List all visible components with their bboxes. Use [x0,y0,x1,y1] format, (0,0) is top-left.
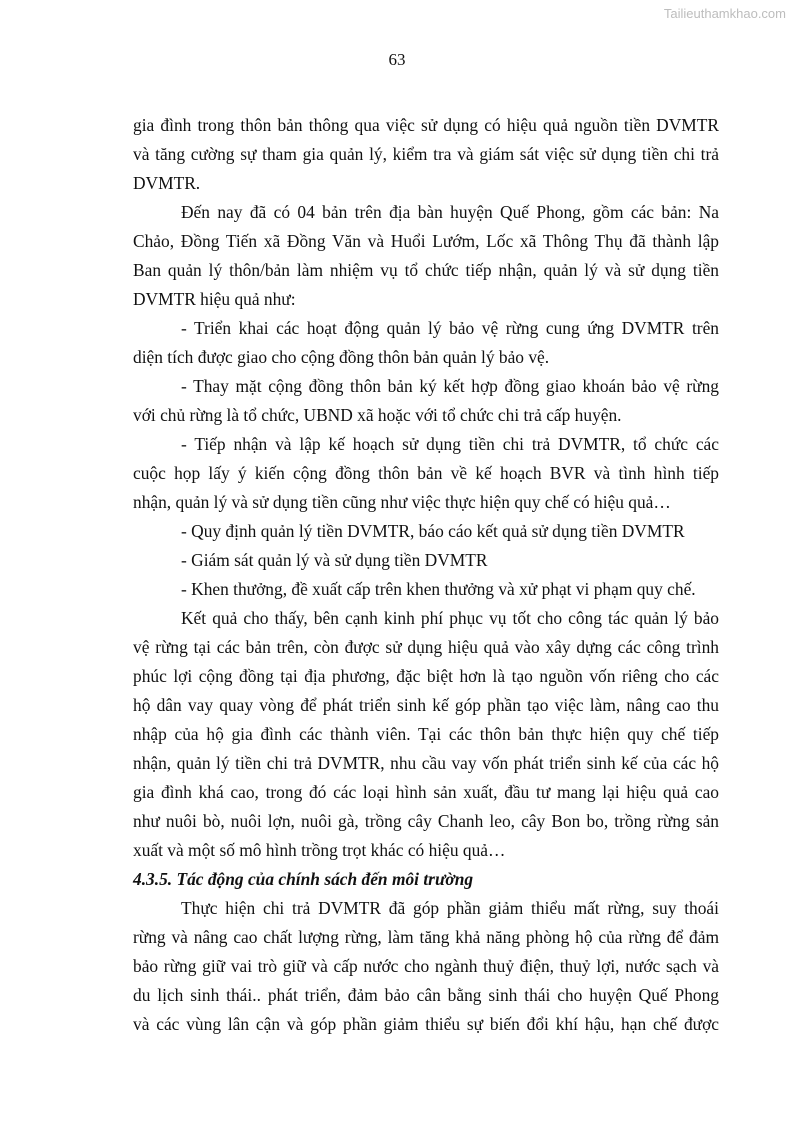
text-line: như nuôi bò, nuôi lợn, nuôi gà, trồng cây Chanh leo, cây Bon bo, trồng rừng sản [133,811,719,831]
text-line: nhận, quản lý tiền chi trả DVMTR, nhu cầu vay vốn phát triển sinh kế của các hộ [133,753,719,773]
text-line: với chủ rừng là tổ chức, UBND xã hoặc với tổ chức chi trả cấp huyện. [133,405,622,425]
text-line: - Tiếp nhận và lập kế hoạch sử dụng tiền chi trả DVMTR, tổ chức các [181,434,719,454]
text-line: Đến nay đã có 04 bản trên địa bàn huyện Quế Phong, gồm các bản: Na [181,202,719,222]
text-line: cuộc họp lấy ý kiến cộng đồng thôn bản về kế hoạch BVR và tình hình tiếp [133,463,719,483]
text-line: nhận, quản lý và sử dụng tiền cũng như việc thực hiện quy chế có hiệu quả… [133,492,671,512]
text-line: DVMTR. [133,173,201,193]
text-line: Thực hiện chi trả DVMTR đã góp phần giảm thiểu mất rừng, suy thoái [181,898,719,918]
text-line: DVMTR hiệu quả như: [133,289,296,309]
text-line: diện tích được giao cho cộng đồng thôn bản quản lý bảo vệ. [133,347,550,367]
text-line: - Quy định quản lý tiền DVMTR, báo cáo kết quả sử dụng tiền DVMTR [181,521,685,541]
text-line: Ban quản lý thôn/bản làm nhiệm vụ tổ chức tiếp nhận, quản lý và sử dụng tiền [133,260,719,280]
watermark-text: Tailieuthamkhao.com [663,6,786,21]
text-line: bảo rừng giữ vai trò giữ và cấp nước cho ngành thuỷ điện, thuỷ lợi, nước sạch và [133,956,719,976]
text-line: xuất và một số mô hình trồng trọt khác có hiệu quả… [133,840,506,860]
text-line: rừng và nâng cao chất lượng rừng, làm tăng khả năng phòng hộ của rừng để đảm [133,927,719,947]
text-line: nhập của hộ gia đình các thành viên. Tại các thôn bản thực hiện quy chế tiếp [133,724,719,744]
text-line: gia đình trong thôn bản thông qua việc sử dụng có hiệu quả nguồn tiền DVMTR [133,115,719,135]
text-line: và các vùng lân cận và góp phần giảm thiểu sự biến đổi khí hậu, hạn chế được [133,1014,719,1034]
page-number: 63 [388,50,406,69]
text-line: - Triển khai các hoạt động quản lý bảo vệ rừng cung ứng DVMTR trên [181,318,719,338]
text-line: - Thay mặt cộng đồng thôn bản ký kết hợp đồng giao khoán bảo vệ rừng [181,376,719,396]
text-line: - Khen thưởng, đề xuất cấp trên khen thưởng và xử phạt vi phạm quy chế. [181,579,696,599]
text-line: và tăng cường sự tham gia quản lý, kiểm tra và giám sát việc sử dụng tiền chi trả [133,144,719,164]
text-line: - Giám sát quản lý và sử dụng tiền DVMTR [181,550,488,570]
section-heading: 4.3.5. Tác động của chính sách đến môi trường [133,869,474,889]
document-body [133,111,719,1039]
text-line: gia đình khá cao, trong đó các loại hình sản xuất, đầu tư mang lại hiệu quả cao [133,782,719,802]
text-line: vệ rừng tại các bản trên, còn được sử dụng hiệu quả vào xây dựng các công trình [133,637,719,657]
text-line: du lịch sinh thái.. phát triển, đảm bảo cân bằng sinh thái cho huyện Quế Phong [133,985,719,1005]
text-line: phúc lợi cộng đồng tại địa phương, đặc biệt hơn là tạo nguồn vốn riêng cho các [133,666,719,686]
text-line: Kết quả cho thấy, bên cạnh kinh phí phục vụ tốt cho công tác quản lý bảo [181,608,719,628]
text-line: hộ dân vay quay vòng để phát triển sinh kế góp phần tạo việc làm, nâng cao thu [133,695,719,715]
text-line: Chảo, Đồng Tiến xã Đồng Văn và Huổi Lướm, Lốc xã Thông Thụ đã thành lập [133,231,719,251]
